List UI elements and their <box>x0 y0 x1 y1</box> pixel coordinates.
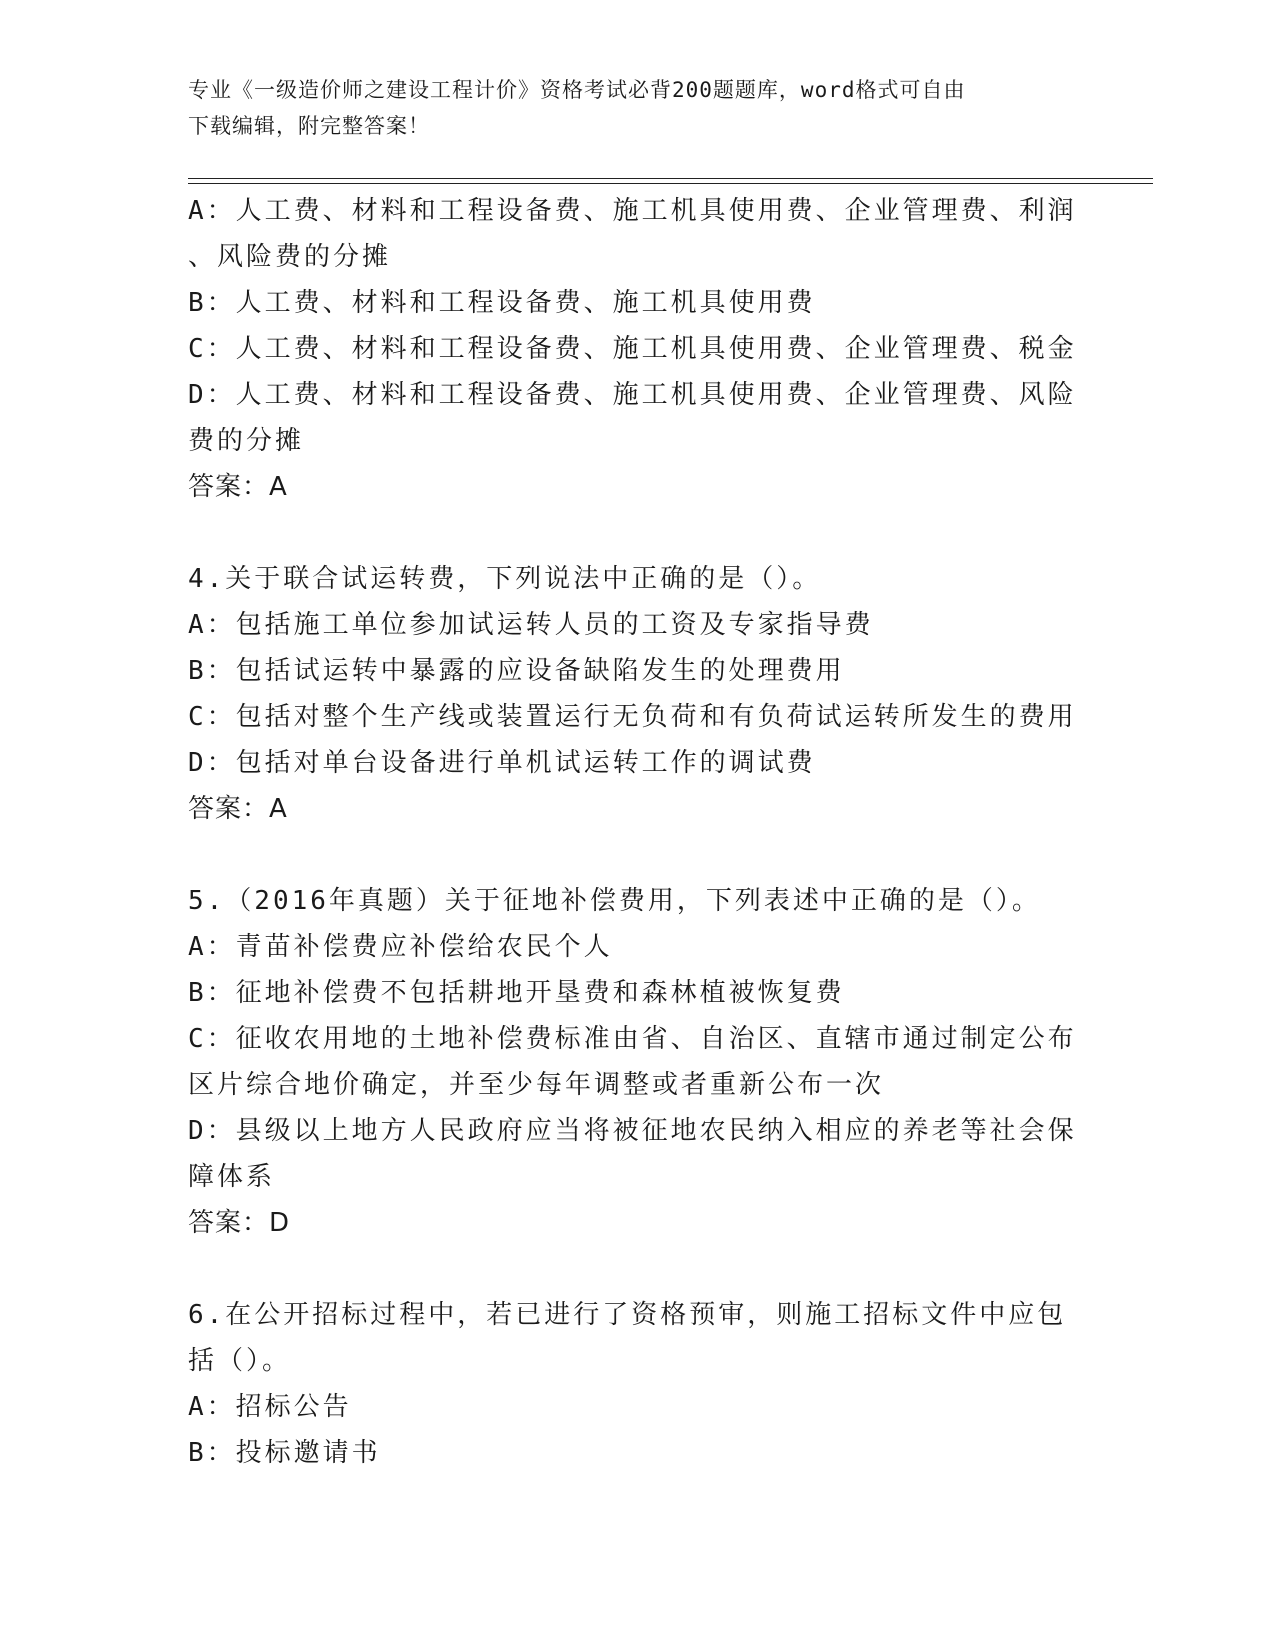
spacer <box>188 1246 1088 1292</box>
q3-option-c: C：人工费、材料和工程设备费、施工机具使用费、企业管理费、税金 <box>188 334 1077 364</box>
q4-answer: 答案：A <box>188 794 288 824</box>
q5-option-b: B：征地补偿费不包括耕地开垦费和森林植被恢复费 <box>188 978 845 1008</box>
q6-stem-line-1: 6.在公开招标过程中，若已进行了资格预审，则施工招标文件中应包 <box>188 1300 1067 1330</box>
q3-option-a-line-1: A：人工费、材料和工程设备费、施工机具使用费、企业管理费、利润 <box>188 196 1077 226</box>
q6-stem-line-2: 括（）。 <box>188 1346 292 1376</box>
q4-option-c: C：包括对整个生产线或装置运行无负荷和有负荷试运转所发生的费用 <box>188 702 1077 732</box>
q4-option-a: A：包括施工单位参加试运转人员的工资及专家指导费 <box>188 610 874 640</box>
q5-answer: 答案：D <box>188 1208 291 1238</box>
q6-option-b: B：投标邀请书 <box>188 1438 381 1468</box>
header-line-1: 专业《一级造价师之建设工程计价》资格考试必背200题题库，word格式可自由 <box>188 78 966 102</box>
q5-stem: 5.（2016年真题）关于征地补偿费用，下列表述中正确的是（）。 <box>188 886 1041 916</box>
header-divider-bottom <box>188 183 1153 184</box>
q3-option-d-line-2: 费的分摊 <box>188 426 305 456</box>
spacer <box>188 832 1088 878</box>
q3-answer: 答案：A <box>188 472 288 502</box>
q6-option-a: A：招标公告 <box>188 1392 352 1422</box>
q4-option-d: D：包括对单台设备进行单机试运转工作的调试费 <box>188 748 816 778</box>
q5-option-c-line-2: 区片综合地价确定，并至少每年调整或者重新公布一次 <box>188 1070 885 1100</box>
spacer <box>188 510 1088 556</box>
q4-stem: 4.关于联合试运转费，下列说法中正确的是（）。 <box>188 564 822 594</box>
q4-option-b: B：包括试运转中暴露的应设备缺陷发生的处理费用 <box>188 656 845 686</box>
q3-option-b: B：人工费、材料和工程设备费、施工机具使用费 <box>188 288 816 318</box>
q3-option-d-line-1: D：人工费、材料和工程设备费、施工机具使用费、企业管理费、风险 <box>188 380 1077 410</box>
header-divider-top <box>188 178 1153 179</box>
q5-option-a: A：青苗补偿费应补偿给农民个人 <box>188 932 613 962</box>
q5-option-d-line-1: D：县级以上地方人民政府应当将被征地农民纳入相应的养老等社会保 <box>188 1116 1077 1146</box>
q5-option-c-line-1: C：征收农用地的土地补偿费标准由省、自治区、直辖市通过制定公布 <box>188 1024 1077 1054</box>
q5-option-d-line-2: 障体系 <box>188 1162 276 1192</box>
document-header <box>188 72 1068 144</box>
q3-option-a-line-2: 、风险费的分摊 <box>188 242 392 272</box>
header-line-2: 下载编辑，附完整答案！ <box>188 114 430 138</box>
question-list <box>188 188 1088 1476</box>
